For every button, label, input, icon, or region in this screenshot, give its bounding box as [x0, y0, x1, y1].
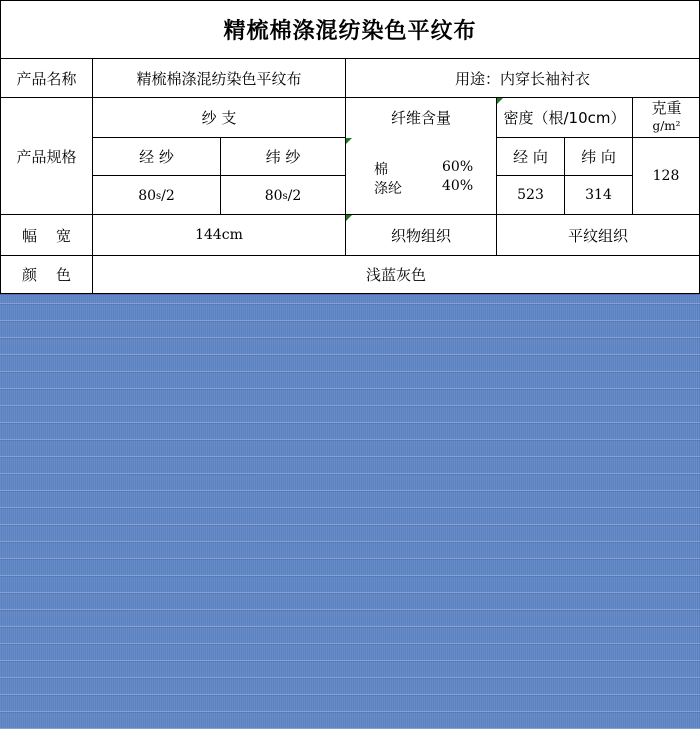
weft-yarn-count: 80 s /2: [264, 188, 302, 204]
fiber-percent: 60%: [442, 159, 474, 175]
fabric-swatch-image: [0, 294, 700, 729]
gsm-label: [633, 97, 700, 137]
warp-density-value: 523: [517, 187, 544, 203]
color-value: 浅蓝灰色: [365, 266, 426, 284]
fiber-name: 涤纶: [374, 181, 402, 197]
weft-yarn-label: 纬 纱: [265, 148, 301, 166]
fiber-row: [374, 159, 473, 179]
warp-density-label: 经 向: [513, 148, 548, 166]
gsm-label-top: 克重: [651, 99, 682, 117]
fiber-percent: 40%: [442, 178, 474, 194]
gsm-label-unit: g/m²: [652, 119, 681, 133]
fiber-row: [374, 178, 473, 198]
weft-density-label: 纬 向: [581, 148, 616, 166]
product-name-value: 精梳棉涤混纺染色平纹布: [136, 69, 302, 88]
fiber-content-label: 纤维含量: [390, 109, 451, 127]
product-name-label: 产品名称: [16, 69, 77, 88]
warp-yarn-count: 80 s /2: [138, 188, 175, 204]
warp-yarn-label: 经 纱: [139, 148, 174, 166]
width-value: 144cm: [195, 227, 243, 243]
density-label: 密度（根/10cm）: [503, 109, 626, 127]
spec-label: 产品规格: [16, 147, 77, 166]
color-label: 颜 色: [21, 266, 72, 284]
width-label: 幅 宽: [21, 226, 72, 245]
gsm-value: 128: [652, 168, 680, 184]
fiber-content-values: [346, 137, 496, 213]
yarn-count-label: 纱 支: [201, 109, 237, 127]
weft-density-value: 314: [585, 187, 612, 203]
weave-label: 织物组织: [390, 226, 451, 245]
weave-value: 平纹组织: [567, 226, 628, 245]
usage-value: 用途：内穿长袖衬衣: [454, 69, 590, 88]
fiber-name: 棉: [374, 162, 388, 178]
sheet-title: 精梳棉涤混纺染色平纹布: [223, 18, 477, 44]
